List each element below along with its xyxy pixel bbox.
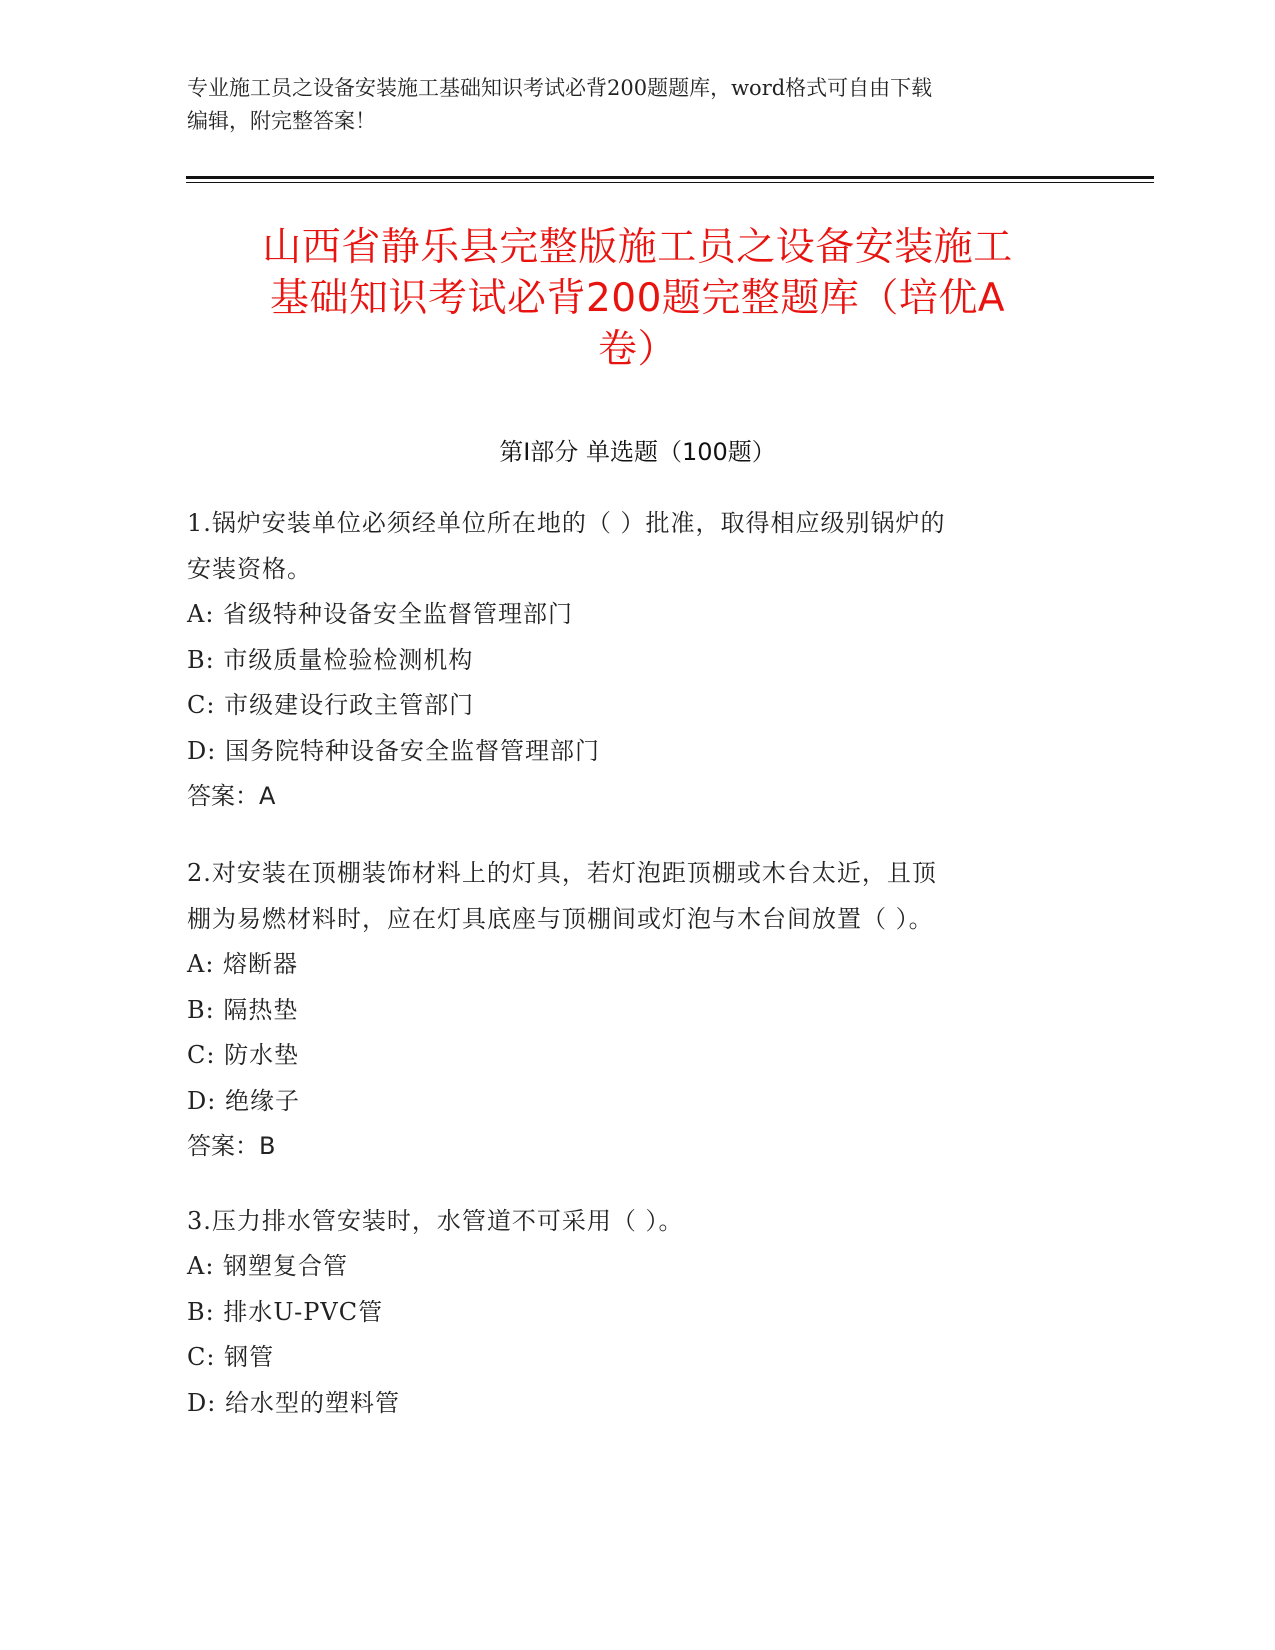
option-d: D: 国务院特种设备安全监督管理部门 — [187, 736, 600, 765]
option-b: B: 排水U-PVC管 — [187, 1297, 384, 1326]
question-stem-line: 安装资格。 — [187, 555, 312, 583]
header-note — [187, 72, 1067, 138]
document-title — [150, 222, 1125, 375]
document-title-line-1: 山西省静乐县完整版施工员之设备安装施工 — [262, 225, 1013, 270]
header-divider-thin — [186, 182, 1154, 183]
option-b: B: 市级质量检验检测机构 — [187, 645, 474, 674]
header-note-line-2: 编辑，附完整答案！ — [187, 109, 376, 133]
option-c: C: 钢管 — [187, 1343, 275, 1371]
option-d: D: 绝缘子 — [187, 1086, 300, 1115]
question-3 — [187, 1198, 1087, 1426]
option-c: C: 市级建设行政主管部门 — [187, 691, 475, 719]
question-1 — [187, 500, 1087, 820]
question-stem-line: 棚为易燃材料时，应在灯具底座与顶棚间或灯泡与木台间放置（ ）。 — [187, 905, 934, 933]
answer-label: 答案：B — [187, 1132, 276, 1160]
option-a: A: 钢塑复合管 — [187, 1252, 349, 1280]
question-2 — [187, 850, 1087, 1170]
option-b: B: 隔热垫 — [187, 995, 299, 1024]
header-divider-thick — [186, 176, 1154, 179]
document-title-line-2: 基础知识考试必背200题完整题库（培优A — [269, 276, 1006, 321]
option-a: A: 省级特种设备安全监督管理部门 — [187, 600, 574, 628]
header-note-line-1: 专业施工员之设备安装施工基础知识考试必背200题题库，word格式可自由下载 — [187, 76, 933, 100]
option-c: C: 防水垫 — [187, 1041, 300, 1069]
question-stem-line: 3.压力排水管安装时，水管道不可采用（ ）。 — [187, 1207, 684, 1235]
question-stem-line: 1.锅炉安装单位必须经单位所在地的（ ）批准，取得相应级别锅炉的 — [187, 509, 946, 537]
question-stem-line: 2.对安装在顶棚装饰材料上的灯具，若灯泡距顶棚或木台太近，且顶 — [187, 859, 937, 887]
document-title-line-3: 卷） — [597, 327, 677, 372]
option-d: D: 给水型的塑料管 — [187, 1388, 400, 1417]
section-title: 第I部分 单选题（100题） — [499, 438, 776, 466]
option-a: A: 熔断器 — [187, 950, 299, 978]
answer-label: 答案：A — [187, 782, 276, 810]
